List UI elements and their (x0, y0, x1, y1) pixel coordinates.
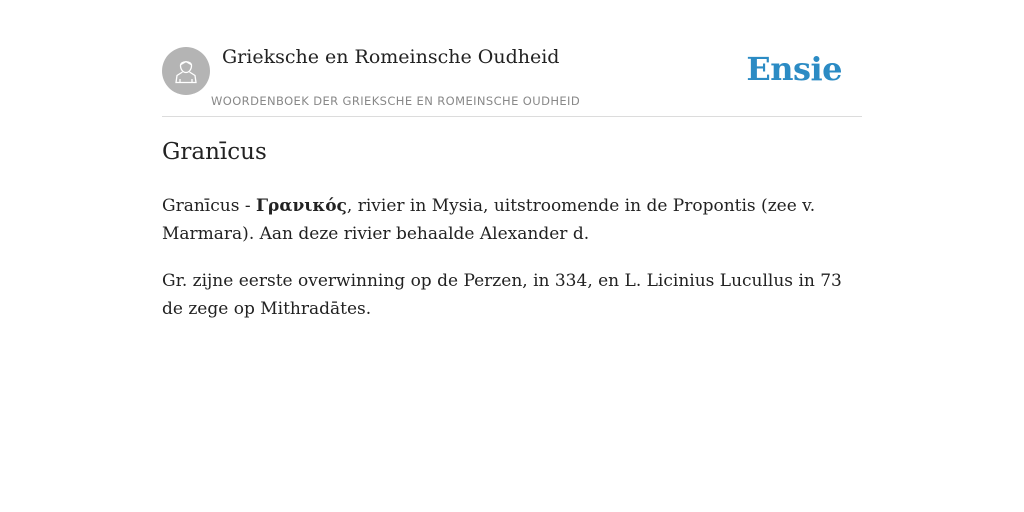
entry-paragraph-2: Gr. zijne eerste overwinning op de Perzen, in 334, en L. Licinius Lucullus in 73 de zege op Mithradātes. (162, 271, 842, 319)
paragraph-1-text: , rivier in Mysia, uitstroomende in de Propontis (zee v. Marmara). Aan deze rivier behaalde Alexander d. (162, 196, 816, 244)
entry-paragraph-1 (162, 192, 862, 248)
user-icon (174, 57, 198, 84)
source-title-link[interactable]: Grieksche en Romeinsche Oudheid (222, 46, 560, 68)
greek-term: Γρανικός (255, 196, 347, 216)
source-header (162, 40, 862, 117)
source-subtitle: WOORDENBOEK DER GRIEKSCHE EN ROMEINSCHE OUDHEID (211, 94, 581, 108)
lemma: Granīcus (162, 196, 240, 216)
avatar[interactable] (162, 47, 210, 95)
lemma-separator: - (239, 196, 256, 216)
entry-title: Granīcus (162, 139, 267, 165)
ensie-logo[interactable]: Ensie (746, 50, 842, 88)
